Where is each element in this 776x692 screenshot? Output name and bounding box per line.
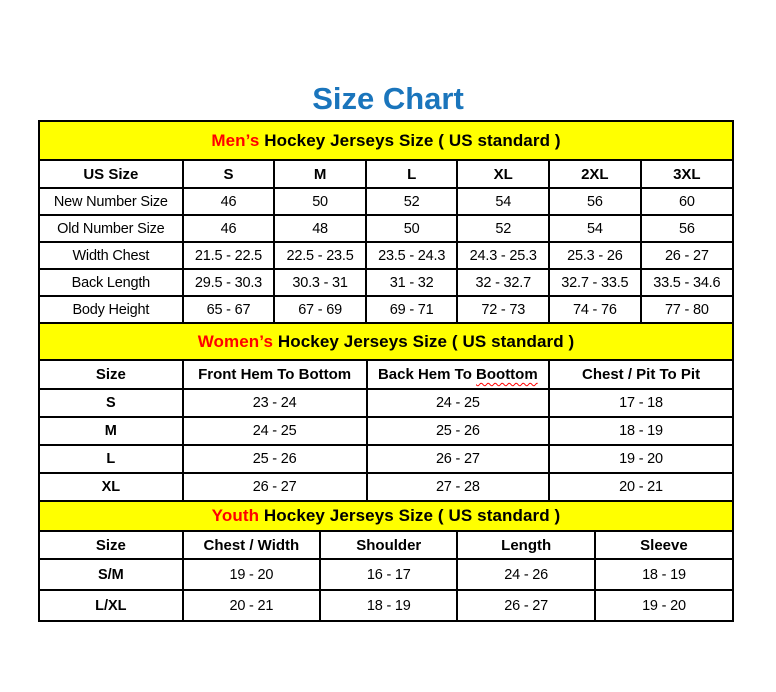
table-cell: 56 [641, 215, 733, 242]
row-label: M [39, 417, 183, 445]
table-row [39, 445, 733, 473]
table-cell: 50 [366, 215, 458, 242]
table-cell: 24 - 26 [457, 559, 594, 590]
table-cell: 32 - 32.7 [457, 269, 549, 296]
table-cell: 26 - 27 [457, 590, 594, 621]
table-cell: 74 - 76 [549, 296, 641, 323]
table-row [39, 242, 733, 269]
column-header: US Size [39, 160, 183, 188]
row-label: Old Number Size [39, 215, 183, 242]
table-cell: 69 - 71 [366, 296, 458, 323]
column-header: Shoulder [320, 531, 457, 559]
column-header: XL [457, 160, 549, 188]
table-cell: 18 - 19 [549, 417, 733, 445]
column-header: Size [39, 360, 183, 389]
table-cell: 26 - 27 [183, 473, 367, 501]
table-row [39, 296, 733, 323]
table-cell: 50 [274, 188, 366, 215]
table-cell: 24.3 - 25.3 [457, 242, 549, 269]
column-header-row [39, 160, 733, 188]
table-row [39, 559, 733, 590]
table-cell: 16 - 17 [320, 559, 457, 590]
table-cell: 56 [549, 188, 641, 215]
table-cell: 27 - 28 [367, 473, 550, 501]
table-cell: 54 [549, 215, 641, 242]
table-row [39, 389, 733, 417]
row-label: Width Chest [39, 242, 183, 269]
table-cell: 29.5 - 30.3 [183, 269, 275, 296]
youth-size-table [38, 530, 734, 622]
row-label: New Number Size [39, 188, 183, 215]
column-header: Length [457, 531, 594, 559]
column-header: Back Hem To Boottom [367, 360, 550, 389]
table-cell: 20 - 21 [549, 473, 733, 501]
womens-size-table [38, 359, 734, 502]
table-row [39, 417, 733, 445]
column-header: Front Hem To Bottom [183, 360, 367, 389]
row-label: Back Length [39, 269, 183, 296]
column-header: M [274, 160, 366, 188]
youth-section-header [38, 500, 734, 532]
mens-size-table [38, 159, 734, 324]
row-label: S/M [39, 559, 183, 590]
table-cell: 26 - 27 [641, 242, 733, 269]
table-cell: 25 - 26 [183, 445, 367, 473]
row-label: L/XL [39, 590, 183, 621]
table-cell: 20 - 21 [183, 590, 320, 621]
page-title: Size Chart [312, 80, 464, 116]
column-header: Chest / Width [183, 531, 320, 559]
table-cell: 19 - 20 [549, 445, 733, 473]
table-cell: 65 - 67 [183, 296, 275, 323]
section-title-rest: Hockey Jerseys Size ( US standard ) [259, 506, 561, 525]
table-cell: 33.5 - 34.6 [641, 269, 733, 296]
table-row [39, 188, 733, 215]
table-cell: 72 - 73 [457, 296, 549, 323]
table-cell: 25.3 - 26 [549, 242, 641, 269]
section-highlight: Youth [211, 506, 260, 525]
table-cell: 24 - 25 [367, 389, 550, 417]
table-cell: 17 - 18 [549, 389, 733, 417]
table-cell: 54 [457, 188, 549, 215]
table-cell: 67 - 69 [274, 296, 366, 323]
womens-section [38, 322, 734, 502]
table-cell: 30.3 - 31 [274, 269, 366, 296]
table-row [39, 473, 733, 501]
column-header: Size [39, 531, 183, 559]
row-label: Body Height [39, 296, 183, 323]
misspelled-word: Boottom [476, 366, 538, 383]
mens-section [38, 120, 734, 324]
table-cell: 18 - 19 [320, 590, 457, 621]
table-row [39, 215, 733, 242]
table-row [39, 590, 733, 621]
column-header: Chest / Pit To Pit [549, 360, 733, 389]
table-cell: 25 - 26 [367, 417, 550, 445]
section-title-rest: Hockey Jerseys Size ( US standard ) [259, 130, 561, 150]
table-cell: 21.5 - 22.5 [183, 242, 275, 269]
table-cell: 46 [183, 215, 275, 242]
table-cell: 31 - 32 [366, 269, 458, 296]
table-cell: 22.5 - 23.5 [274, 242, 366, 269]
table-cell: 46 [183, 188, 275, 215]
table-cell: 52 [457, 215, 549, 242]
table-cell: 32.7 - 33.5 [549, 269, 641, 296]
column-header-row [39, 360, 733, 389]
section-title-rest: Hockey Jerseys Size ( US standard ) [273, 331, 575, 351]
column-header: 2XL [549, 160, 641, 188]
column-header-row [39, 531, 733, 559]
table-cell: 19 - 20 [183, 559, 320, 590]
column-header: S [183, 160, 275, 188]
table-cell: 18 - 19 [595, 559, 733, 590]
table-row [39, 269, 733, 296]
column-header: 3XL [641, 160, 733, 188]
section-highlight: Men’s [211, 130, 260, 150]
column-header: Sleeve [595, 531, 733, 559]
mens-section-header [38, 120, 734, 161]
table-cell: 77 - 80 [641, 296, 733, 323]
table-cell: 19 - 20 [595, 590, 733, 621]
youth-section [38, 500, 734, 622]
row-label: XL [39, 473, 183, 501]
row-label: S [39, 389, 183, 417]
table-cell: 26 - 27 [367, 445, 550, 473]
column-header: L [366, 160, 458, 188]
table-cell: 24 - 25 [183, 417, 367, 445]
row-label: L [39, 445, 183, 473]
table-cell: 23 - 24 [183, 389, 367, 417]
section-highlight: Women’s [197, 331, 274, 351]
womens-section-header [38, 322, 734, 361]
table-cell: 23.5 - 24.3 [366, 242, 458, 269]
size-chart [38, 120, 734, 622]
table-cell: 60 [641, 188, 733, 215]
table-cell: 48 [274, 215, 366, 242]
table-cell: 52 [366, 188, 458, 215]
